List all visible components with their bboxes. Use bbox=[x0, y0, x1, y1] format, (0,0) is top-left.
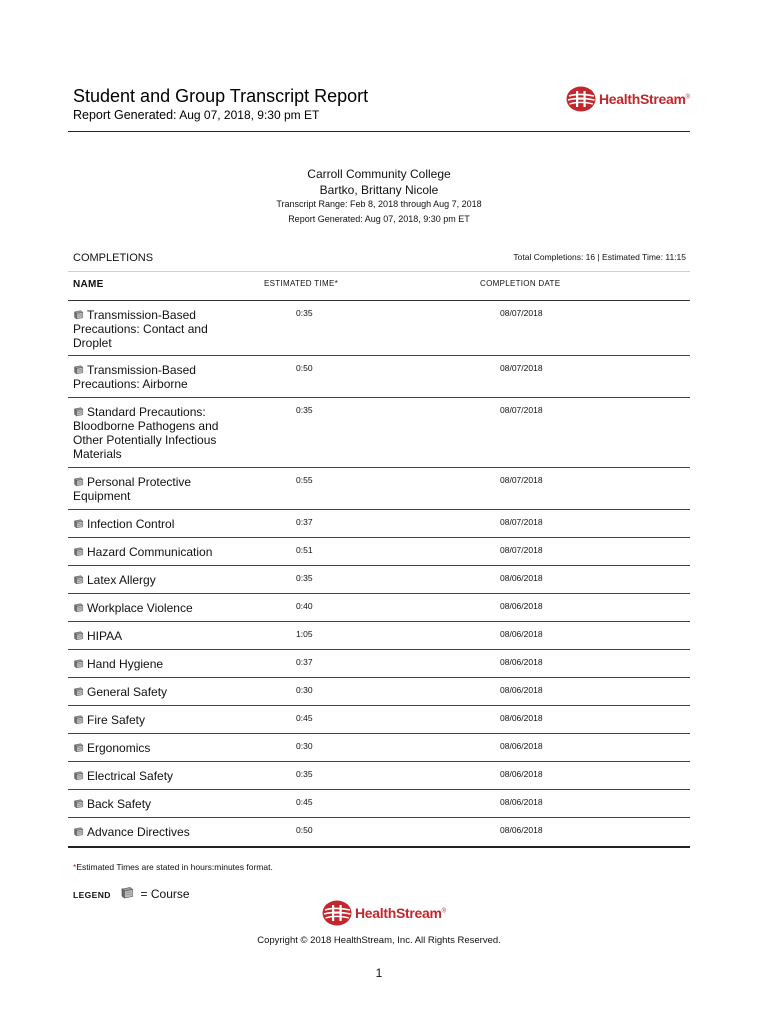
estimated-time: 0:35 bbox=[296, 573, 313, 583]
course-name-text: Hand Hygiene bbox=[87, 657, 164, 671]
healthstream-logo-mark-icon bbox=[322, 900, 352, 926]
completion-date: 08/07/2018 bbox=[500, 475, 543, 485]
course-name-text: Electrical Safety bbox=[87, 769, 174, 783]
course-name-text: Personal Protective Equipment bbox=[73, 475, 192, 503]
course-name bbox=[73, 573, 248, 587]
estimated-time: 0:50 bbox=[296, 825, 313, 835]
completion-date: 08/07/2018 bbox=[500, 517, 543, 527]
book-icon bbox=[73, 407, 84, 417]
logo-text: HealthStream bbox=[599, 91, 686, 107]
course-name bbox=[73, 363, 248, 391]
course-name bbox=[73, 308, 248, 350]
course-name bbox=[73, 713, 248, 727]
legend-text: = Course bbox=[140, 887, 190, 901]
course-name-text: Latex Allergy bbox=[87, 573, 156, 587]
book-icon bbox=[73, 715, 84, 725]
report-generated-detail: Report Generated: Aug 07, 2018, 9:30 pm ET bbox=[288, 214, 470, 224]
course-name-text: General Safety bbox=[87, 685, 168, 699]
table-row bbox=[68, 818, 690, 845]
book-icon bbox=[73, 687, 84, 697]
book-icon bbox=[73, 799, 84, 809]
completion-date: 08/06/2018 bbox=[500, 769, 543, 779]
course-name-text: Infection Control bbox=[87, 517, 175, 531]
completion-date: 08/06/2018 bbox=[500, 741, 543, 751]
table-row bbox=[68, 301, 690, 356]
course-name-text: Hazard Communication bbox=[87, 545, 213, 559]
report-generated-label: Report Generated: bbox=[73, 108, 177, 122]
report-generated bbox=[73, 108, 319, 122]
completion-date: 08/06/2018 bbox=[500, 825, 543, 835]
table-row bbox=[68, 650, 690, 678]
organization-name: Carroll Community College bbox=[307, 167, 451, 181]
completions-totals: Total Completions: 16 | Estimated Time: 11:15 bbox=[513, 252, 686, 262]
completion-date: 08/06/2018 bbox=[500, 573, 543, 583]
footnote-text: Estimated Times are stated in hours:minutes format. bbox=[76, 862, 273, 872]
healthstream-logo-mark-icon bbox=[566, 86, 596, 112]
book-icon bbox=[73, 575, 84, 585]
table-row bbox=[68, 678, 690, 706]
legend bbox=[73, 887, 190, 901]
book-icon bbox=[73, 519, 84, 529]
completion-date: 08/06/2018 bbox=[500, 629, 543, 639]
completion-date: 08/06/2018 bbox=[500, 797, 543, 807]
completion-date: 08/06/2018 bbox=[500, 685, 543, 695]
estimated-time: 0:35 bbox=[296, 405, 313, 415]
table-row bbox=[68, 398, 690, 468]
course-name bbox=[73, 629, 248, 643]
estimated-time: 1:05 bbox=[296, 629, 313, 639]
completion-date: 08/06/2018 bbox=[500, 713, 543, 723]
student-name: Bartko, Brittany Nicole bbox=[319, 183, 439, 197]
completion-date: 08/06/2018 bbox=[500, 657, 543, 667]
course-name bbox=[73, 545, 248, 559]
footnote-star: * bbox=[73, 862, 77, 872]
completions-section-label: COMPLETIONS bbox=[73, 252, 154, 264]
course-name-text: Back Safety bbox=[87, 797, 152, 811]
course-name bbox=[73, 517, 248, 531]
legend-label: LEGEND bbox=[73, 890, 111, 900]
estimated-time: 0:45 bbox=[296, 713, 313, 723]
course-name bbox=[73, 797, 248, 811]
header-divider bbox=[68, 131, 690, 132]
logo-text: HealthStream bbox=[355, 905, 442, 921]
estimated-time: 0:40 bbox=[296, 601, 313, 611]
course-name bbox=[73, 475, 248, 503]
completion-date: 08/07/2018 bbox=[500, 545, 543, 555]
healthstream-logo bbox=[566, 86, 690, 112]
table-bottom-rule bbox=[68, 846, 690, 848]
report-title: Student and Group Transcript Report bbox=[73, 86, 369, 106]
table-row bbox=[68, 510, 690, 538]
estimated-time: 0:30 bbox=[296, 685, 313, 695]
book-icon bbox=[73, 603, 84, 613]
transcript-range: Transcript Range: Feb 8, 2018 through Aug 7, 2018 bbox=[276, 199, 482, 209]
course-name-text: Transmission-Based Precautions: Contact and Droplet bbox=[73, 308, 208, 350]
book-icon bbox=[73, 743, 84, 753]
book-icon bbox=[73, 477, 84, 487]
course-name bbox=[73, 825, 248, 839]
course-name-text: HIPAA bbox=[87, 629, 123, 643]
course-name-text: Fire Safety bbox=[87, 713, 146, 727]
estimated-time: 0:55 bbox=[296, 475, 313, 485]
healthstream-logo-footer bbox=[322, 900, 446, 926]
estimated-time: 0:45 bbox=[296, 797, 313, 807]
course-name bbox=[73, 741, 248, 755]
course-name bbox=[73, 601, 248, 615]
footnote bbox=[73, 862, 273, 872]
table-row bbox=[68, 790, 690, 818]
estimated-time: 0:35 bbox=[296, 308, 313, 318]
course-name-text: Ergonomics bbox=[87, 741, 151, 755]
column-header-name: NAME bbox=[73, 279, 104, 290]
book-icon bbox=[120, 887, 134, 899]
table-row bbox=[68, 594, 690, 622]
book-icon bbox=[73, 827, 84, 837]
course-name-text: Workplace Violence bbox=[87, 601, 193, 615]
completion-date: 08/07/2018 bbox=[500, 363, 543, 373]
course-name-text: Transmission-Based Precautions: Airborne bbox=[73, 363, 196, 391]
table-row bbox=[68, 622, 690, 650]
completion-date: 08/06/2018 bbox=[500, 601, 543, 611]
page-number: 1 bbox=[375, 966, 383, 980]
book-icon bbox=[73, 310, 84, 320]
logo-registered-mark: ® bbox=[685, 94, 690, 101]
completion-date: 08/07/2018 bbox=[500, 308, 543, 318]
table-row bbox=[68, 762, 690, 790]
column-header-completion-date: COMPLETION DATE bbox=[480, 279, 561, 288]
table-row bbox=[68, 566, 690, 594]
logo-registered-mark: ® bbox=[441, 908, 446, 915]
report-generated-value: Aug 07, 2018, 9:30 pm ET bbox=[179, 108, 320, 122]
course-name bbox=[73, 685, 248, 699]
estimated-time: 0:30 bbox=[296, 741, 313, 751]
course-name bbox=[73, 657, 248, 671]
estimated-time: 0:50 bbox=[296, 363, 313, 373]
book-icon bbox=[73, 547, 84, 557]
estimated-time: 0:37 bbox=[296, 657, 313, 667]
book-icon bbox=[73, 771, 84, 781]
column-header-estimated-time: ESTIMATED TIME* bbox=[264, 279, 338, 288]
copyright: Copyright © 2018 HealthStream, Inc. All Rights Reserved. bbox=[257, 935, 501, 946]
table-row bbox=[68, 706, 690, 734]
table-row bbox=[68, 734, 690, 762]
estimated-time: 0:51 bbox=[296, 545, 313, 555]
estimated-time: 0:37 bbox=[296, 517, 313, 527]
course-name bbox=[73, 405, 248, 461]
section-divider bbox=[68, 271, 690, 272]
course-name bbox=[73, 769, 248, 783]
completion-date: 08/07/2018 bbox=[500, 405, 543, 415]
table-row bbox=[68, 468, 690, 510]
table-row bbox=[68, 356, 690, 398]
estimated-time: 0:35 bbox=[296, 769, 313, 779]
table-row bbox=[68, 538, 690, 566]
book-icon bbox=[73, 365, 84, 375]
course-name-text: Advance Directives bbox=[87, 825, 190, 839]
book-icon bbox=[73, 659, 84, 669]
book-icon bbox=[73, 631, 84, 641]
course-name-text: Standard Precautions: Bloodborne Pathogens and Other Potentially Infectious Materials bbox=[73, 405, 219, 461]
